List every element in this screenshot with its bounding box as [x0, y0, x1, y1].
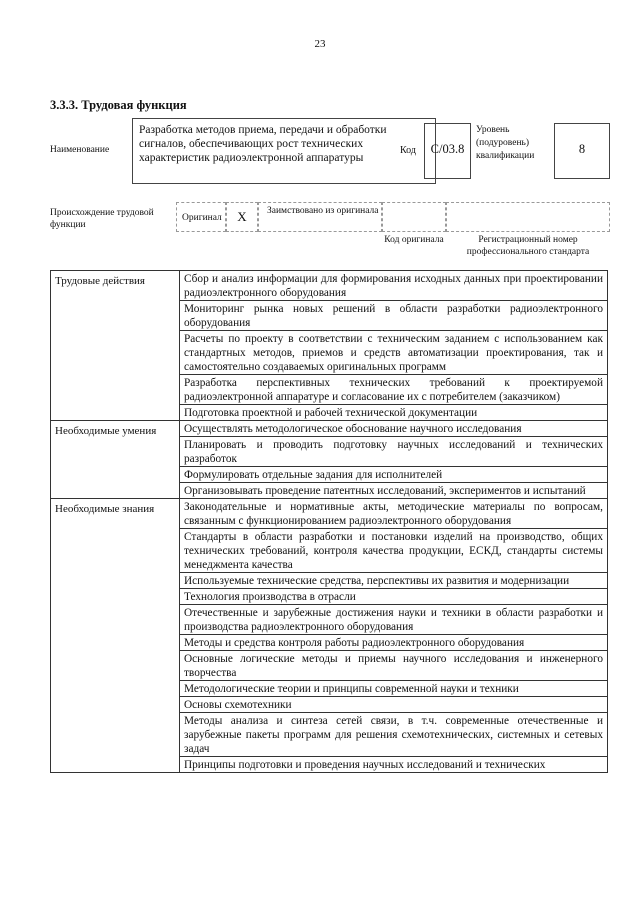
- section-item: Методы анализа и синтеза сетей связи, в т.ч. современные отечественные и зарубежные пакеты программ для решения схемотехнических, системных и сетевых задач: [180, 713, 608, 757]
- name-label: Наименование: [50, 145, 110, 155]
- section-name: Необходимые умения: [51, 421, 180, 499]
- level-label: Уровень (подуровень) квалификации: [476, 125, 535, 161]
- section-item: Методологические теории и принципы современной науки и техники: [180, 681, 608, 697]
- function-header: [50, 118, 610, 186]
- section-name: Необходимые знания: [51, 499, 180, 773]
- section-item: Расчеты по проекту в соответствии с техническим заданием с использованием как стандартных методов, приемов и средств автоматизации проектирования, так и самостоятельно создаваемых оригинальных программ: [180, 331, 608, 375]
- section-item: Сбор и анализ информации для формирования исходных данных при проектировании радиоэлектронного оборудования: [180, 271, 608, 301]
- original-mark: X: [226, 202, 258, 232]
- section-item: Основные логические методы и приемы научного исследования и инженерного творчества: [180, 651, 608, 681]
- section-title: 3.3.3. Трудовая функция: [50, 98, 187, 112]
- section-item: Разработка перспективных технических требований к проектируемой радиоэлектронной аппаратуре и согласование их с потребителем (заказчиком): [180, 375, 608, 405]
- section-item: Технология производства в отрасли: [180, 589, 608, 605]
- reg-number-cell: [446, 202, 610, 232]
- code-original-cell: [382, 202, 446, 232]
- name-value: Разработка методов приема, передачи и обработки сигналов, обеспечивающих рост технических характеристик радиоэлектронной аппаратуры: [132, 118, 436, 184]
- code-original-caption: Код оригинала: [384, 235, 444, 245]
- code-value: C/03.8: [424, 123, 471, 179]
- reg-number-caption: Регистрационный номер профессионального стандарта: [466, 235, 590, 257]
- section-item: Основы схемотехники: [180, 697, 608, 713]
- section-item: Планировать и проводить подготовку научных исследований и технических разработок: [180, 437, 608, 467]
- page-number: 23: [314, 38, 326, 50]
- origin-block: [50, 202, 610, 260]
- section-item: Законодательные и нормативные акты, методические материалы по вопросам, связанным с функционированием радиоэлектронного оборудования: [180, 499, 608, 529]
- section-name: Трудовые действия: [51, 271, 180, 421]
- level-value: 8: [554, 123, 610, 179]
- section-item: Подготовка проектной и рабочей технической документации: [180, 405, 608, 421]
- table-row: [51, 271, 608, 301]
- original-label: Оригинал: [176, 202, 226, 232]
- section-item: Принципы подготовки и проведения научных исследований и технических: [180, 757, 608, 773]
- code-label: Код: [400, 145, 416, 156]
- section-item: Формулировать отдельные задания для исполнителей: [180, 467, 608, 483]
- table-row: [51, 499, 608, 529]
- section-item: Используемые технические средства, перспективы их развития и модернизации: [180, 573, 608, 589]
- borrowed-label: Заимствовано из оригинала: [258, 202, 382, 232]
- section-item: Стандарты в области разработки и постановки изделий на производство, общих технических требований, контроля качества продукции, ЕСКД, стандарты системы менеджмента качества: [180, 529, 608, 573]
- section-item: Отечественные и зарубежные достижения науки и техники в области разработки и производства радиоэлектронного оборудования: [180, 605, 608, 635]
- table-row: [51, 421, 608, 437]
- section-item: Организовывать проведение патентных исследований, экспериментов и испытаний: [180, 483, 608, 499]
- section-item: Методы и средства контроля работы радиоэлектронного оборудования: [180, 635, 608, 651]
- section-item: Осуществлять методологическое обоснование научного исследования: [180, 421, 608, 437]
- origin-label: Происхождение трудовой функции: [50, 208, 154, 230]
- function-table: [50, 270, 608, 773]
- section-item: Мониторинг рынка новых решений в области разработки радиоэлектронного оборудования: [180, 301, 608, 331]
